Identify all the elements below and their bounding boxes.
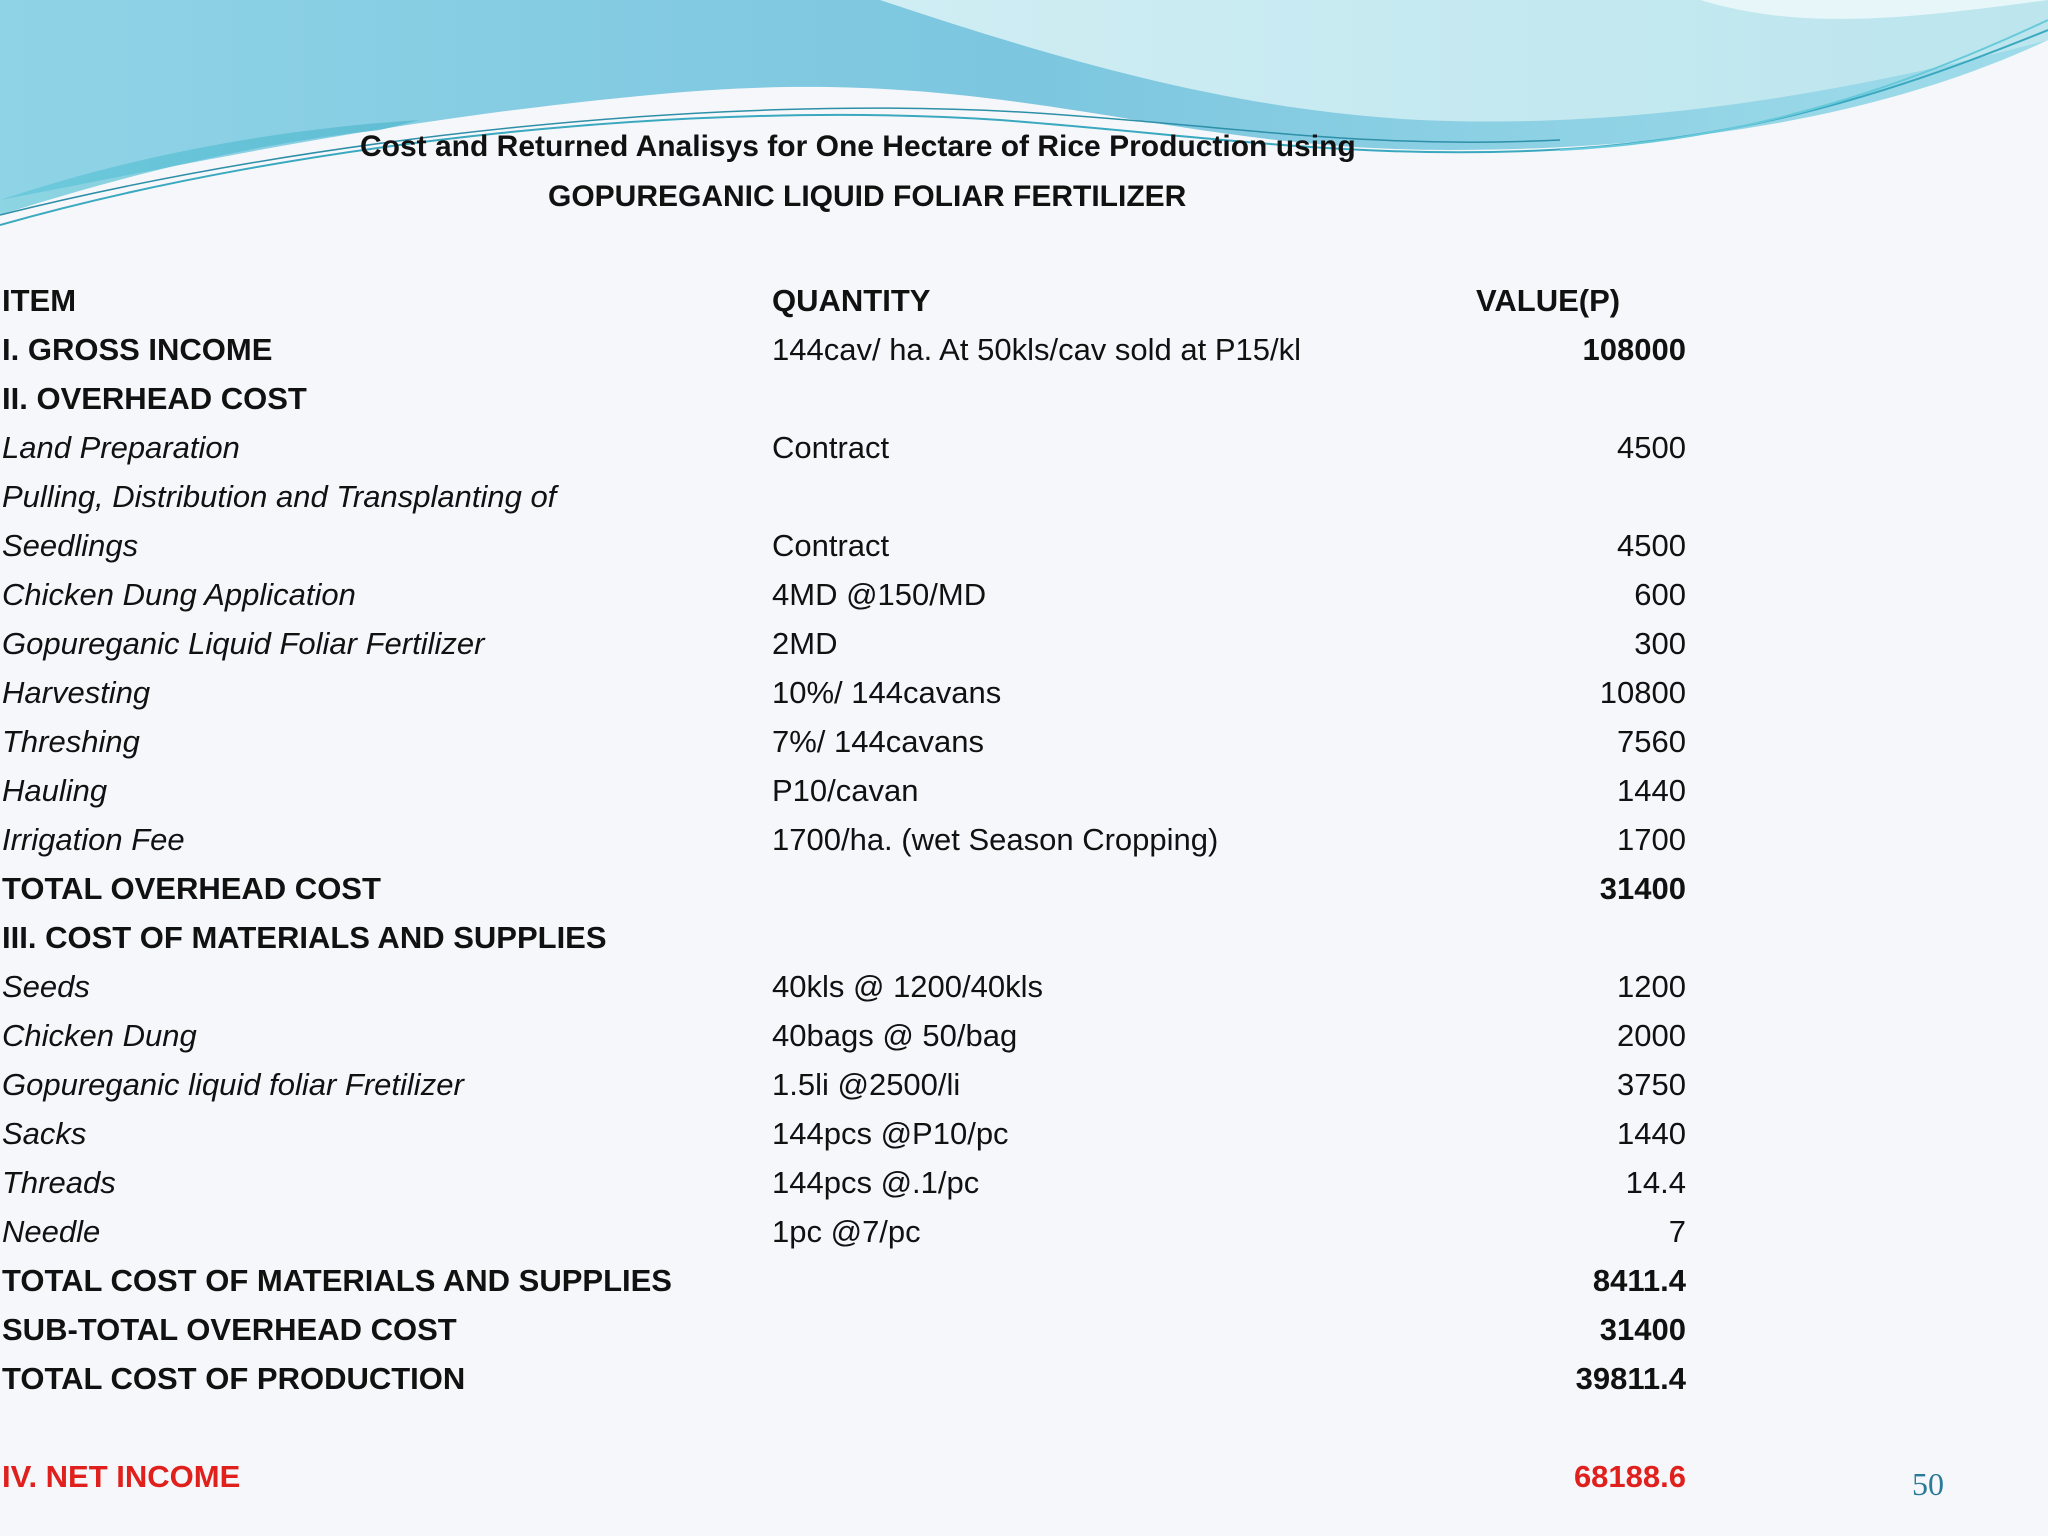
total-label: TOTAL OVERHEAD COST	[2, 871, 381, 906]
row-quantity: 7%/ 144cavans	[772, 724, 984, 759]
total-value: 8411.4	[1592, 1263, 1686, 1298]
row-value: 600	[1634, 577, 1686, 612]
row-value: 14.4	[1625, 1165, 1686, 1200]
table-row	[0, 668, 1700, 717]
net-income-row	[0, 1452, 1700, 1501]
row-quantity: 144pcs @P10/pc	[772, 1116, 1009, 1151]
row-quantity: Contract	[772, 430, 890, 465]
row-quantity: 40bags @ 50/bag	[772, 1018, 1018, 1053]
row-value: 3750	[1617, 1067, 1686, 1102]
table-row	[0, 815, 1700, 864]
row-quantity: Contract	[772, 528, 890, 563]
table-row	[0, 374, 1700, 423]
table-row	[0, 1011, 1700, 1060]
row-value: 4500	[1617, 528, 1686, 563]
row-quantity: 10%/ 144cavans	[772, 675, 1002, 710]
table-row	[0, 619, 1700, 668]
row-item: Chicken Dung	[2, 1018, 197, 1053]
row-item: Pulling, Distribution and Transplanting of	[2, 479, 557, 514]
row-value: 2000	[1617, 1018, 1686, 1053]
total-value: 39811.4	[1575, 1361, 1686, 1396]
cost-return-table	[0, 276, 1700, 1501]
row-quantity: 1700/ha. (wet Season Cropping)	[772, 822, 1219, 857]
row-item: Seedlings	[2, 528, 139, 563]
table-row	[0, 1354, 1700, 1403]
row-item: Harvesting	[2, 675, 151, 710]
total-label: TOTAL COST OF PRODUCTION	[2, 1361, 466, 1396]
row-quantity: 1.5li @2500/li	[772, 1067, 961, 1102]
row-quantity: 40kls @ 1200/40kls	[772, 969, 1044, 1004]
table-row	[0, 1060, 1700, 1109]
spacer-row	[0, 1403, 1700, 1452]
row-quantity: P10/cavan	[772, 773, 919, 808]
table-row	[0, 864, 1700, 913]
row-quantity: 4MD @150/MD	[772, 577, 987, 612]
row-quantity: 1pc @7/pc	[772, 1214, 921, 1249]
row-item: Needle	[2, 1214, 101, 1249]
row-value: 1440	[1617, 773, 1686, 808]
subtotal-label: SUB-TOTAL OVERHEAD COST	[2, 1312, 457, 1347]
row-quantity: 144cav/ ha. At 50kls/cav sold at P15/kl	[772, 332, 1302, 367]
table-row	[0, 423, 1700, 472]
table-row	[0, 766, 1700, 815]
row-item: Chicken Dung Application	[2, 577, 356, 612]
row-item: Threads	[2, 1165, 116, 1200]
table-row	[0, 472, 1700, 521]
page-number: 50	[1912, 1466, 1944, 1502]
row-item: Hauling	[2, 773, 108, 808]
row-item: Land Preparation	[2, 430, 240, 465]
row-value: 1200	[1617, 969, 1686, 1004]
row-item: Irrigation Fee	[2, 822, 185, 857]
row-item: Sacks	[2, 1116, 87, 1151]
header-item: ITEM	[2, 283, 77, 318]
page-title-line-1: Cost and Returned Analisys for One Hectare of Rice Production using	[360, 130, 1356, 163]
subtotal-value: 31400	[1599, 1312, 1686, 1347]
table-header-row	[0, 276, 1700, 325]
row-quantity: 144pcs @.1/pc	[772, 1165, 980, 1200]
section-heading: III. COST OF MATERIALS AND SUPPLIES	[2, 920, 607, 955]
row-value: 1440	[1617, 1116, 1686, 1151]
table-row	[0, 1256, 1700, 1305]
net-income-value: 68188.6	[1573, 1459, 1686, 1494]
table-row	[0, 325, 1700, 374]
table-row	[0, 570, 1700, 619]
row-item: Gopureganic liquid foliar Fretilizer	[2, 1067, 464, 1102]
row-value: 300	[1634, 626, 1686, 661]
table-row	[0, 913, 1700, 962]
page-title-line-2: GOPUREGANIC LIQUID FOLIAR FERTILIZER	[548, 180, 1187, 213]
table-row	[0, 962, 1700, 1011]
net-income-label: IV. NET INCOME	[2, 1459, 241, 1494]
table-row	[0, 1109, 1700, 1158]
total-label: TOTAL COST OF MATERIALS AND SUPPLIES	[2, 1263, 672, 1298]
row-item: I. GROSS INCOME	[2, 332, 273, 367]
row-value: 4500	[1617, 430, 1686, 465]
table-row	[0, 717, 1700, 766]
section-heading: II. OVERHEAD COST	[2, 381, 307, 416]
row-item: Threshing	[2, 724, 140, 759]
row-quantity: 2MD	[772, 626, 838, 661]
total-value: 31400	[1599, 871, 1686, 906]
row-item: Seeds	[2, 969, 90, 1004]
row-value: 10800	[1599, 675, 1686, 710]
header-value: VALUE(P)	[1476, 283, 1621, 318]
row-value: 108000	[1582, 332, 1686, 367]
table-row	[0, 521, 1700, 570]
row-value: 1700	[1617, 822, 1686, 857]
header-quantity: QUANTITY	[772, 283, 931, 318]
table-row	[0, 1207, 1700, 1256]
row-value: 7560	[1617, 724, 1686, 759]
row-item: Gopureganic Liquid Foliar Fertilizer	[2, 626, 485, 661]
table-row	[0, 1158, 1700, 1207]
table-row	[0, 1305, 1700, 1354]
row-value: 7	[1668, 1214, 1686, 1249]
